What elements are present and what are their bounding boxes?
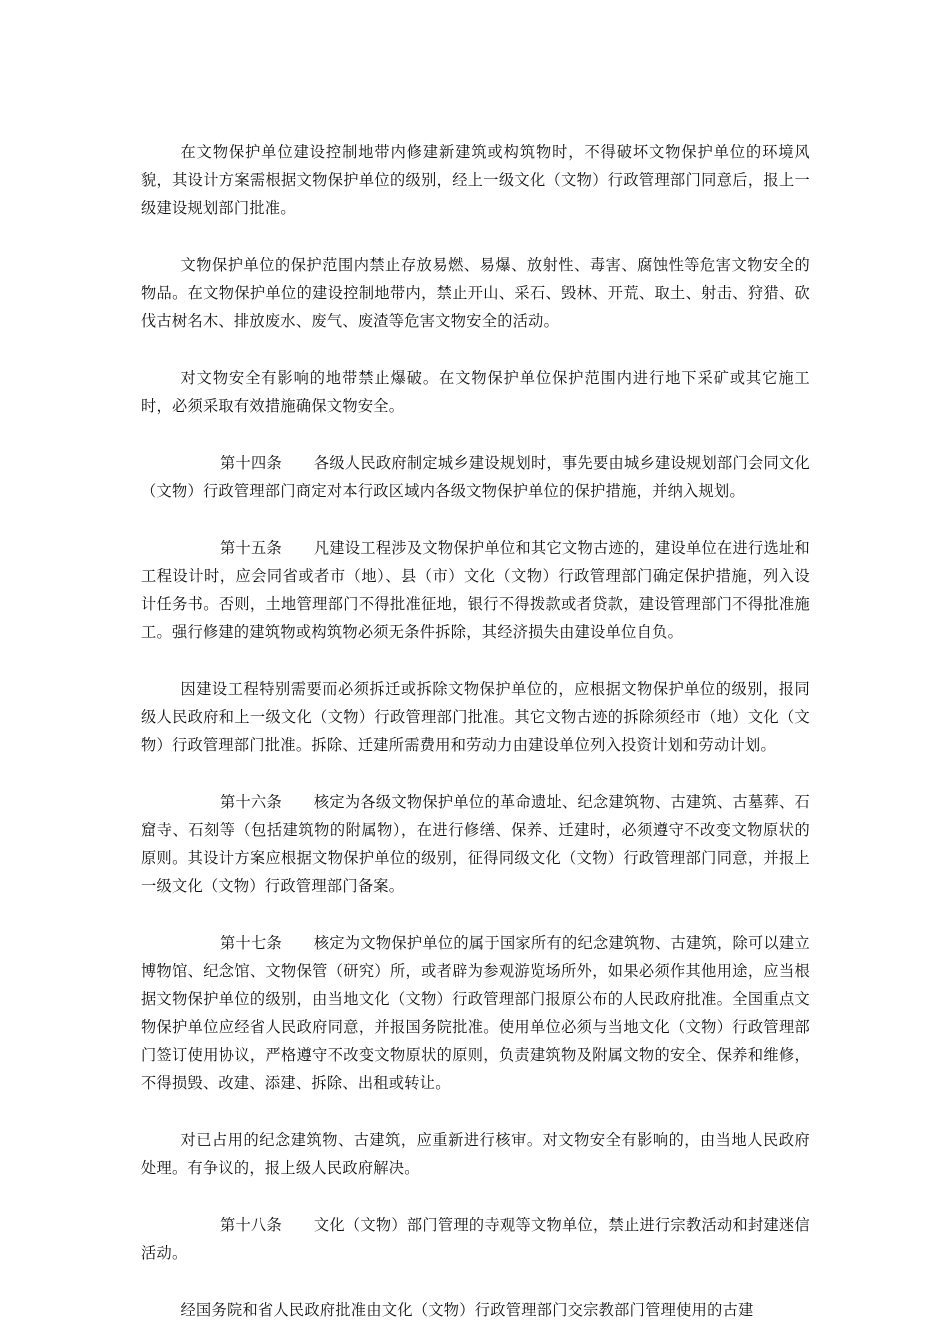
paragraph	[141, 251, 810, 335]
paragraph	[141, 1211, 810, 1267]
paragraph-text: 文物保护单位的保护范围内禁止存放易燃、易爆、放射性、毒害、腐蚀性等危害文物安全的物品。在文物保护单位的建设控制地带内，禁止开山、采石、毁林、开荒、取土、射击、狩猎、砍伐古树名木、排放废水、废气、废渣等危害文物安全的活动。	[141, 256, 810, 330]
paragraph-text: 各级人民政府制定城乡建设规划时，事先要由城乡建设规划部门会同文化（文物）行政管理部门商定对本行政区域内各级文物保护单位的保护措施，并纳入规划。	[141, 454, 810, 500]
article-number: 第十七条	[220, 934, 282, 952]
article-number: 第十五条	[220, 539, 282, 557]
paragraph	[141, 929, 810, 1097]
paragraph-text: 核定为文物保护单位的属于国家所有的纪念建筑物、古建筑，除可以建立博物馆、纪念馆、文物保管（研究）所，或者辟为参观游览场所外，如果必须作其他用途，应当根据文物保护单位的级别，由当地文化（文物）行政管理部门报原公布的人民政府批准。全国重点文物保护单位应经省人民政府同意，并报国务院批准。使用单位必须与当地文化（文物）行政管理部门签订使用协议，严格遵守不改变文物原状的原则，负责建筑物及附属文物的安全、保养和维修，不得损毁、改建、添建、拆除、出租或转让。	[141, 934, 810, 1092]
paragraph-text: 对文物安全有影响的地带禁止爆破。在文物保护单位保护范围内进行地下采矿或其它施工时，必须采取有效措施确保文物安全。	[141, 369, 810, 415]
paragraph-text: 核定为各级文物保护单位的革命遗址、纪念建筑物、古建筑、古墓葬、石窟寺、石刻等（包括建筑物的附属物），在进行修缮、保养、迁建时，必须遵守不改变文物原状的原则。其设计方案应根据文物保护单位的级别，征得同级文化（文物）行政管理部门同意，并报上一级文化（文物）行政管理部门备案。	[141, 793, 810, 895]
paragraph	[141, 1296, 810, 1324]
paragraph	[141, 138, 810, 222]
paragraph-text: 对已占用的纪念建筑物、古建筑，应重新进行核审。对文物安全有影响的，由当地人民政府处理。有争议的，报上级人民政府解决。	[141, 1131, 810, 1177]
article-number: 第十四条	[220, 454, 282, 472]
paragraph-text: 因建设工程特别需要而必须拆迁或拆除文物保护单位的，应根据文物保护单位的级别，报同级人民政府和上一级文化（文物）行政管理部门批准。其它文物古迹的拆除须经市（地）文化（文物）行政管理部门批准。拆除、迁建所需费用和劳动力由建设单位列入投资计划和劳动计划。	[141, 680, 810, 754]
paragraph-text: 文化（文物）部门管理的寺观等文物单位，禁止进行宗教活动和封建迷信活动。	[141, 1216, 810, 1262]
paragraph	[141, 534, 810, 646]
paragraph	[141, 675, 810, 759]
paragraph	[141, 1126, 810, 1182]
paragraph-text: 凡建设工程涉及文物保护单位和其它文物古迹的，建设单位在进行选址和工程设计时，应会同省或者市（地）、县（市）文化（文物）行政管理部门确定保护措施，列入设计任务书。否则，土地管理部门不得批准征地，银行不得拨款或者贷款，建设管理部门不得批准施工。强行修建的建筑物或构筑物必须无条件拆除，其经济损失由建设单位自负。	[141, 539, 810, 641]
paragraph	[141, 449, 810, 505]
document-body	[141, 138, 810, 1324]
paragraph	[141, 364, 810, 420]
article-number: 第十八条	[220, 1216, 282, 1234]
paragraph-text: 经国务院和省人民政府批准由文化（文物）行政管理部门交宗教部门管理使用的古建	[180, 1301, 754, 1319]
paragraph	[141, 788, 810, 900]
article-number: 第十六条	[220, 793, 282, 811]
paragraph-text: 在文物保护单位建设控制地带内修建新建筑或构筑物时，不得破坏文物保护单位的环境风貌，其设计方案需根据文物保护单位的级别，经上一级文化（文物）行政管理部门同意后，报上一级建设规划部门批准。	[141, 143, 810, 217]
